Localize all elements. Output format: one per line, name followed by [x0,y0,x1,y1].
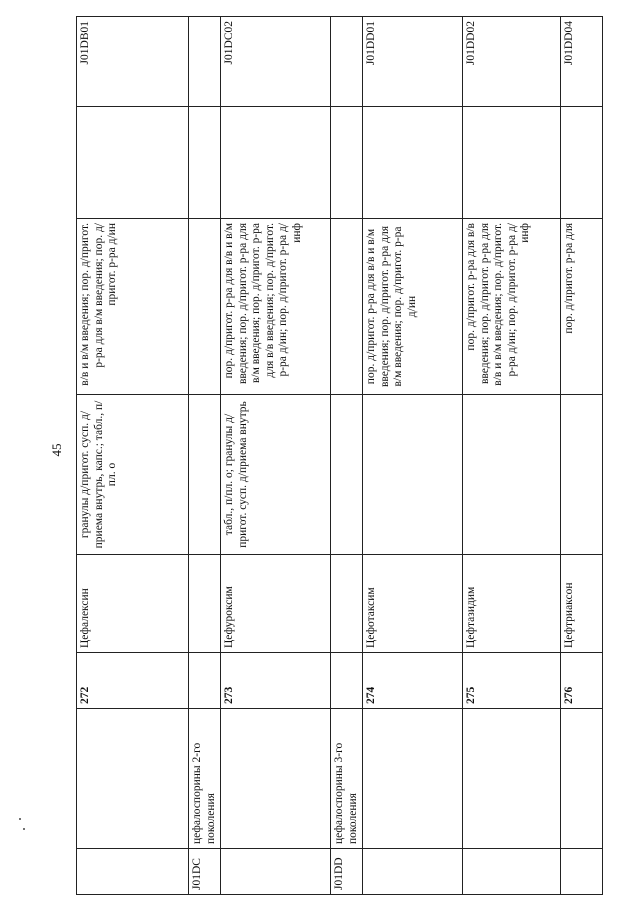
number-cell: 272 [77,653,189,709]
injection-forms-cell: пор. д/пригот. р-ра для [561,219,603,395]
scan-speck [19,818,21,820]
injection-forms-cell: в/в и в/м введения; пор. д/пригот. р-ра для в/м введения; пор. д/пригот. р-ра д/ин [77,219,189,395]
code-cell: J01DC02 [221,17,331,107]
injection-forms-cell: пор. д/пригот. р-ра для в/в и в/м введения; пор. д/пригот. р-ра для в/м введения; пор. д/пригот. р-ра для в/в введения; пор. д/пригот. р-ра д/ин; пор. д/пригот. р-ра д/инф [221,219,331,395]
drug-name-cell: Цефтриаксон [561,555,603,653]
page-number: 45 [49,443,64,457]
group-cell: цефалоспорины 2-го поколения [189,709,221,849]
drug-name-cell [189,555,221,653]
table-row [77,17,189,895]
drug-name-cell: Цефотаксим [363,555,463,653]
number-cell [189,653,221,709]
drug-name-cell [331,555,363,653]
table-row [561,17,603,895]
extra-cell [463,107,561,219]
extra-cell [77,107,189,219]
extra-cell [189,107,221,219]
group-cell [463,709,561,849]
number-cell: 275 [463,653,561,709]
table-row [189,17,221,895]
atc-cell [363,849,463,895]
code-cell [189,17,221,107]
drug-name-cell: Цефуроксим [221,555,331,653]
group-cell [221,709,331,849]
table-row [463,17,561,895]
scan-speck [23,828,25,830]
code-cell: J01DB01 [77,17,189,107]
drug-list-table [76,16,603,895]
atc-cell: J01DD [331,849,363,895]
oral-forms-cell [561,395,603,555]
atc-cell [77,849,189,895]
oral-forms-cell [463,395,561,555]
number-cell: 273 [221,653,331,709]
atc-cell [561,849,603,895]
oral-forms-cell: гранулы д/пригот. сусп. д/приема внутрь, капс.; табл., п/пл. о [77,395,189,555]
group-cell [77,709,189,849]
oral-forms-cell: табл., п/пл. о; гранулы д/пригот. сусп. д/приема внутрь [221,395,331,555]
group-cell: цефалоспорины 3-го поколения [331,709,363,849]
extra-cell [331,107,363,219]
injection-forms-cell [331,219,363,395]
extra-cell [363,107,463,219]
oral-forms-cell [331,395,363,555]
oral-forms-cell [189,395,221,555]
number-cell: 276 [561,653,603,709]
drug-name-cell: Цефалексин [77,555,189,653]
rotated-table-wrapper [76,17,602,895]
injection-forms-cell: пор. д/пригот. р-ра для в/в и в/м введения; пор. д/пригот. р-ра для в/м введения; пор. д/пригот. р-ра д/ин [363,219,463,395]
atc-cell [221,849,331,895]
extra-cell [561,107,603,219]
extra-cell [221,107,331,219]
code-cell: J01DD01 [363,17,463,107]
number-cell [331,653,363,709]
group-cell [561,709,603,849]
number-cell: 274 [363,653,463,709]
group-cell [363,709,463,849]
atc-cell: J01DC [189,849,221,895]
code-cell: J01DD04 [561,17,603,107]
oral-forms-cell [363,395,463,555]
code-cell: J01DD02 [463,17,561,107]
atc-cell [463,849,561,895]
table-row [331,17,363,895]
code-cell [331,17,363,107]
table-row [363,17,463,895]
drug-name-cell: Цефтазидим [463,555,561,653]
table-row [221,17,331,895]
injection-forms-cell [189,219,221,395]
injection-forms-cell: пор. д/пригот. р-ра для в/в введения; пор. д/пригот. р-ра для в/в и в/м введения; пор. д/пригот. р-ра д/ин; пор. д/пригот. р-ра д/инф [463,219,561,395]
